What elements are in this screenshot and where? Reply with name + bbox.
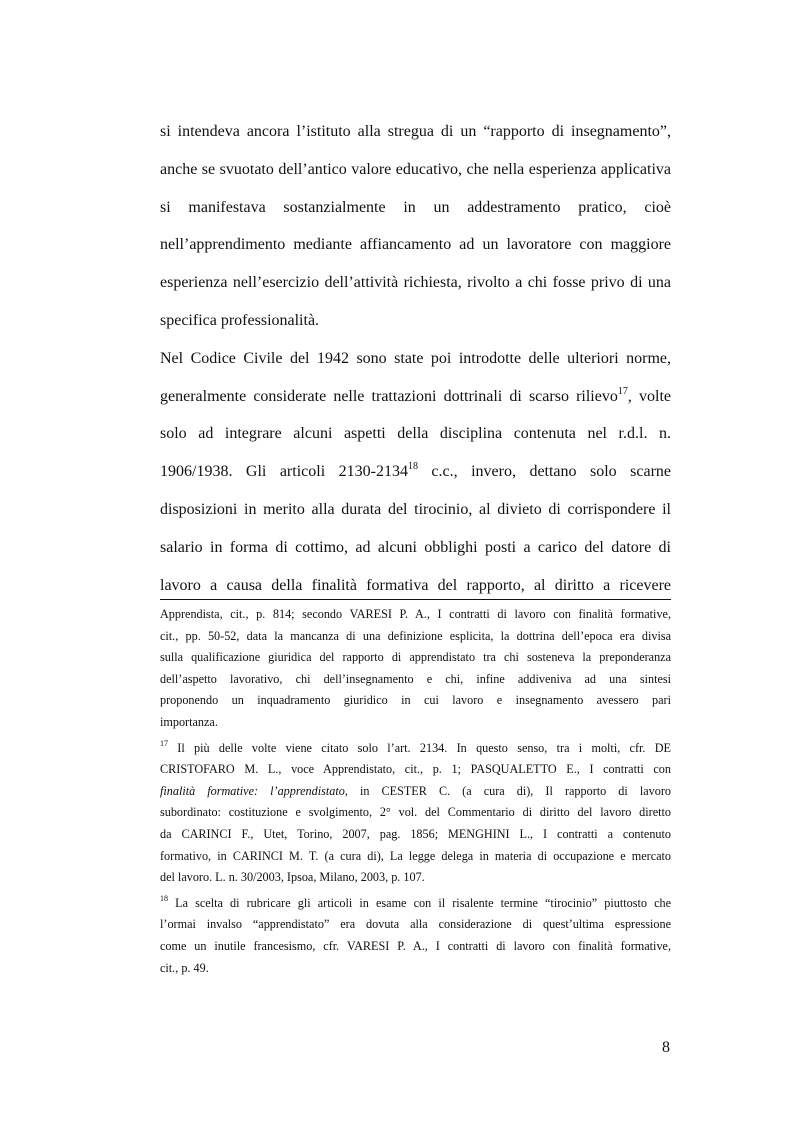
footnote-ref-17[interactable]: 17	[617, 385, 628, 397]
footnote-line: importanza.	[160, 714, 218, 729]
text-segment: , volte	[627, 387, 671, 405]
text-segment: generalmente considerate nelle trattazioni dottrinali di scarso rilievo	[160, 387, 618, 405]
footnote-18	[160, 893, 671, 979]
footnote-17	[160, 738, 671, 889]
text-segment: in CESTER C. (a cura di), Il rapporto di lavoro	[347, 783, 671, 798]
text-line: nell’apprendimento mediante affiancamento ad un lavoratore con maggiore	[160, 236, 671, 254]
footnote-line: subordinato: costituzione e svolgimento, 2° vol. del Commentario di diritto del lavoro diretto	[160, 805, 671, 820]
footnote-line: proponendo un inquadramento giuridico in cui lavoro e insegnamento avessero pari	[160, 693, 671, 708]
text-line: salario in forma di cottimo, ad alcuni obblighi posti a carico del datore di	[160, 538, 671, 556]
footnotes	[160, 604, 671, 983]
footnote-line: formativo, in CARINCI M. T. (a cura di), La legge delega in materia di occupazione e mercato	[160, 848, 671, 863]
footnote-separator	[160, 599, 671, 600]
text-segment: La scelta di rubricare gli articoli in esame con il risalente termine “tirocinio” piuttosto che	[168, 895, 671, 910]
footnote-line: da CARINCI F., Utet, Torino, 2007, pag. 1856; MENGHINI L., I contratti a contenuto	[160, 826, 671, 841]
text-line: specifica professionalità.	[160, 311, 320, 329]
footnote-line: cit., p. 49.	[160, 960, 209, 975]
footnote-line: dell’aspetto lavorativo, chi dell’insegnamento e chi, infine addiveniva ad una sintesi	[160, 671, 671, 686]
footnote-number: 18	[160, 893, 168, 903]
text-segment: Il più delle volte viene citato solo l’art. 2134. In questo senso, tra i molti, cfr. DE	[168, 740, 671, 755]
footnote-line: cit., pp. 50-52, data la mancanza di una definizione esplicita, la dottrina dell’epoca era divisa	[160, 628, 671, 643]
text-line: si manifestava sostanzialmente in un addestramento pratico, cioè	[160, 198, 671, 216]
text-line: anche se svuotato dell’antico valore educativo, che nella esperienza applicativa	[160, 160, 671, 178]
footnote-line: CRISTOFARO M. L., voce Apprendistato, cit., p. 1; PASQUALETTO E., I contratti con	[160, 762, 671, 777]
footnote-line	[160, 893, 671, 915]
footnote-line: come un inutile francesismo, cfr. VARESI P. A., I contratti di lavoro con finalità formative,	[160, 938, 671, 953]
footnote-line: sulla qualificazione giuridica del rapporto di apprendistato tra chi sosteneva la preponderanza	[160, 650, 671, 665]
text-line: solo ad integrare alcuni aspetti della disciplina contenuta nel r.d.l. n.	[160, 425, 671, 443]
text-line: Nel Codice Civile del 1942 sono state poi introdotte delle ulteriori norme,	[160, 349, 671, 367]
text-line	[160, 453, 671, 491]
text-line: esperienza nell’esercizio dell’attività richiesta, rivolto a chi fosse privo di una	[160, 274, 671, 292]
footnote-number: 17	[160, 738, 168, 748]
paragraph-1	[160, 113, 671, 340]
paragraph-2	[160, 340, 671, 605]
footnote-line	[160, 781, 671, 803]
text-line: si intendeva ancora l’istituto alla stregua di un “rapporto di insegnamento”,	[160, 123, 671, 140]
main-text	[160, 113, 671, 604]
footnote-continued	[160, 604, 671, 734]
text-line: lavoro a causa della finalità formativa del rapporto, al diritto a ricevere	[160, 576, 671, 594]
text-line: disposizioni in merito alla durata del tirocinio, al divieto di corrispondere il	[160, 500, 671, 518]
text-segment: c.c., invero, dettano solo scarne	[417, 463, 672, 481]
page-number: 8	[662, 1039, 670, 1056]
footnote-ref-18[interactable]: 18	[407, 461, 418, 473]
footnote-line: Apprendista, cit., p. 814; secondo VARESI P. A., I contratti di lavoro con finalità formative,	[160, 607, 671, 621]
italic-title: finalità formative: l’apprendistato,	[160, 783, 348, 798]
footnote-line: del lavoro. L. n. 30/2003, Ipsoa, Milano, 2003, p. 107.	[160, 870, 425, 885]
footnote-line: l’ormai invalso “apprendistato” era dovuta alla considerazione di quest’ultima espressione	[160, 917, 671, 932]
text-segment: 1906/1938. Gli articoli 2130-2134	[160, 463, 408, 481]
footnote-line	[160, 738, 671, 760]
text-line	[160, 378, 671, 416]
